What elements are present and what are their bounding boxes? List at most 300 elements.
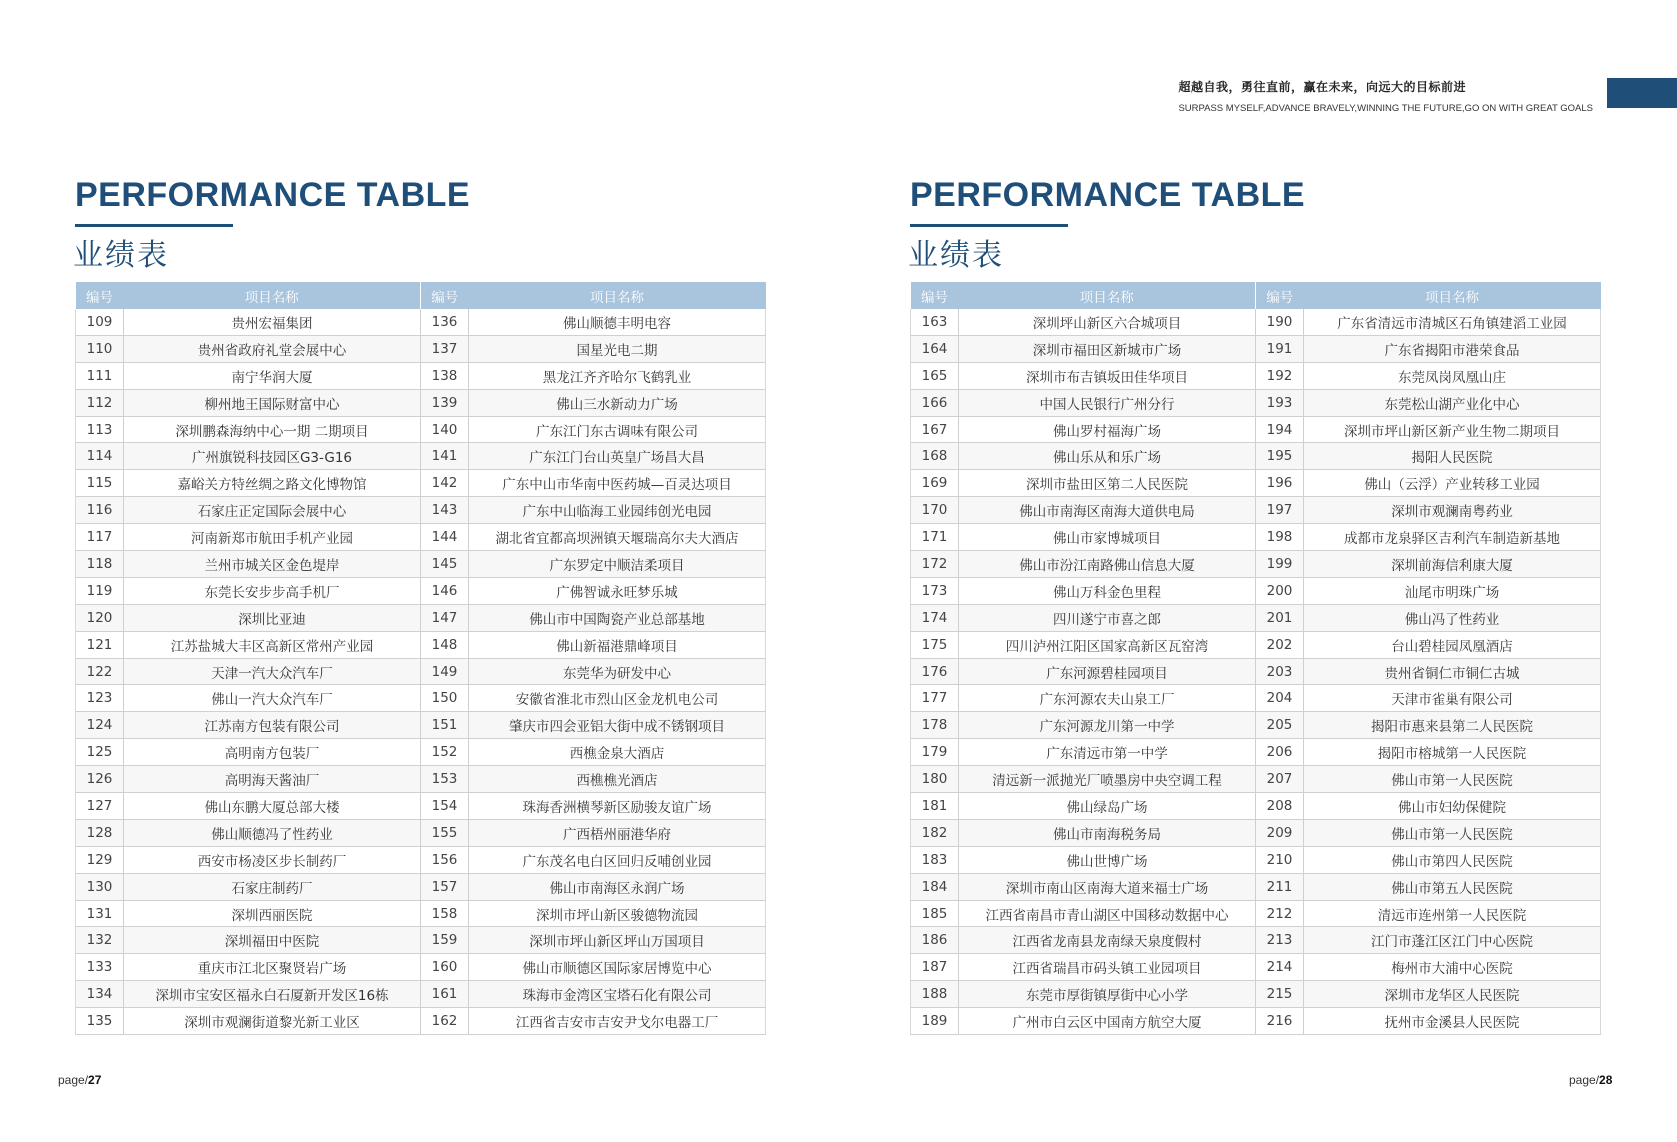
project-name: 南宁华润大厦: [124, 362, 421, 389]
project-name: 佛山顺德冯了性药业: [124, 819, 421, 846]
row-number: 136: [421, 309, 469, 335]
row-number: 142: [421, 470, 469, 497]
row-number: 145: [421, 551, 469, 578]
row-number: 210: [1256, 846, 1304, 873]
row-number: 155: [421, 819, 469, 846]
row-number: 143: [421, 497, 469, 524]
row-number: 163: [911, 309, 959, 335]
project-name: 深圳市布吉镇坂田佳华项目: [959, 362, 1256, 389]
table-row: [911, 766, 1601, 793]
row-number: 184: [911, 873, 959, 900]
table-row: [76, 685, 766, 712]
project-name: 国星光电二期: [469, 335, 766, 362]
row-number: 151: [421, 712, 469, 739]
table-row: [76, 524, 766, 551]
table-row: [911, 443, 1601, 470]
project-name: 清远市连州第一人民医院: [1304, 900, 1601, 927]
row-number: 118: [76, 551, 124, 578]
table-row: [911, 335, 1601, 362]
project-name: 梅州市大浦中心医院: [1304, 954, 1601, 981]
project-name: 广东清远市第一中学: [959, 739, 1256, 766]
row-number: 179: [911, 739, 959, 766]
table-row: [76, 309, 766, 335]
project-name: 佛山市汾江南路佛山信息大厦: [959, 551, 1256, 578]
row-number: 172: [911, 551, 959, 578]
row-number: 128: [76, 819, 124, 846]
title-en: PERFORMANCE TABLE: [75, 176, 471, 214]
row-number: 164: [911, 335, 959, 362]
project-name: 广东江门东古调味有限公司: [469, 416, 766, 443]
table-header: [76, 282, 766, 309]
table-row: [76, 551, 766, 578]
row-number: 131: [76, 900, 124, 927]
row-number: 202: [1256, 631, 1304, 658]
project-name: 广东河源农夫山泉工厂: [959, 685, 1256, 712]
project-name: 深圳市龙华区人民医院: [1304, 981, 1601, 1008]
project-name: 佛山乐从和乐广场: [959, 443, 1256, 470]
row-number: 152: [421, 739, 469, 766]
page-number-left: [58, 1073, 101, 1087]
project-name: 西安市杨凌区步长制药厂: [124, 846, 421, 873]
project-name: 佛山新福港鼎峰项目: [469, 631, 766, 658]
row-number: 190: [1256, 309, 1304, 335]
table-row: [76, 470, 766, 497]
table-row: [76, 604, 766, 631]
row-number: 119: [76, 577, 124, 604]
row-number: 171: [911, 524, 959, 551]
row-number: 189: [911, 1008, 959, 1035]
project-name: 广东中山临海工业园纬创光电园: [469, 497, 766, 524]
row-number: 203: [1256, 658, 1304, 685]
table-row: [911, 819, 1601, 846]
project-name: 安徽省淮北市烈山区金龙机电公司: [469, 685, 766, 712]
project-name: 河南新郑市航田手机产业园: [124, 524, 421, 551]
row-number: 165: [911, 362, 959, 389]
project-name: 佛山市第五人民医院: [1304, 873, 1601, 900]
row-number: 198: [1256, 524, 1304, 551]
project-name: 佛山市南海税务局: [959, 819, 1256, 846]
row-number: 199: [1256, 551, 1304, 578]
row-number: 204: [1256, 685, 1304, 712]
row-number: 173: [911, 577, 959, 604]
table-row: [911, 1008, 1601, 1035]
table-row: [76, 739, 766, 766]
table-row: [76, 793, 766, 820]
project-name: 深圳市盐田区第二人民医院: [959, 470, 1256, 497]
row-number: 140: [421, 416, 469, 443]
row-number: 166: [911, 389, 959, 416]
row-number: 161: [421, 981, 469, 1008]
table-header: [911, 282, 1601, 309]
project-name: 佛山万科金色里程: [959, 577, 1256, 604]
project-name: 广东河源龙川第一中学: [959, 712, 1256, 739]
table-row: [76, 389, 766, 416]
project-name: 江西省龙南县龙南绿天泉度假村: [959, 927, 1256, 954]
project-name: 肇庆市四会亚铝大街中成不锈钢项目: [469, 712, 766, 739]
row-number: 187: [911, 954, 959, 981]
row-number: 121: [76, 631, 124, 658]
table-row: [911, 658, 1601, 685]
project-name: 石家庄正定国际会展中心: [124, 497, 421, 524]
project-name: 江苏南方包装有限公司: [124, 712, 421, 739]
row-number: 196: [1256, 470, 1304, 497]
row-number: 181: [911, 793, 959, 820]
page-num: 27: [88, 1073, 102, 1087]
project-name: 江西省瑞昌市码头镇工业园项目: [959, 954, 1256, 981]
page-label: page/: [1569, 1073, 1600, 1087]
row-number: 144: [421, 524, 469, 551]
column-header: 编号: [76, 282, 124, 309]
performance-table: [75, 282, 766, 1035]
project-name: 深圳市坪山新区坪山万国项目: [469, 927, 766, 954]
table-row: [76, 873, 766, 900]
project-name: 佛山市顺德区国际家居博览中心: [469, 954, 766, 981]
project-name: 江西省吉安市吉安尹戈尔电器工厂: [469, 1008, 766, 1035]
row-number: 175: [911, 631, 959, 658]
table-row: [911, 362, 1601, 389]
table-row: [76, 362, 766, 389]
project-name: 高明海天酱油厂: [124, 766, 421, 793]
project-name: 珠海香洲横琴新区励骏友谊广场: [469, 793, 766, 820]
project-name: 揭阳市惠来县第二人民医院: [1304, 712, 1601, 739]
project-name: 佛山市第四人民医院: [1304, 846, 1601, 873]
row-number: 149: [421, 658, 469, 685]
row-number: 194: [1256, 416, 1304, 443]
project-name: 广佛智诚永旺梦乐城: [469, 577, 766, 604]
table-row: [911, 927, 1601, 954]
table-row: [911, 739, 1601, 766]
table-row: [911, 309, 1601, 335]
row-number: 200: [1256, 577, 1304, 604]
row-number: 209: [1256, 819, 1304, 846]
row-number: 122: [76, 658, 124, 685]
row-number: 167: [911, 416, 959, 443]
project-name: 贵州省政府礼堂会展中心: [124, 335, 421, 362]
row-number: 212: [1256, 900, 1304, 927]
table-row: [76, 819, 766, 846]
row-number: 116: [76, 497, 124, 524]
project-name: 广东罗定中顺洁柔项目: [469, 551, 766, 578]
table-row: [911, 416, 1601, 443]
page-number-right: [1569, 1073, 1612, 1087]
row-number: 201: [1256, 604, 1304, 631]
row-number: 207: [1256, 766, 1304, 793]
project-name: 广东中山市华南中医药城—百灵达项目: [469, 470, 766, 497]
row-number: 197: [1256, 497, 1304, 524]
table-row: [76, 712, 766, 739]
title-underline: [75, 224, 233, 227]
table-row: [911, 900, 1601, 927]
slogan: [1178, 78, 1593, 114]
title-underline: [910, 224, 1068, 227]
project-name: 贵州省铜仁市铜仁古城: [1304, 658, 1601, 685]
row-number: 150: [421, 685, 469, 712]
row-number: 134: [76, 981, 124, 1008]
table-row: [76, 846, 766, 873]
table-row: [76, 416, 766, 443]
table-row: [911, 470, 1601, 497]
column-header: 编号: [421, 282, 469, 309]
table-row: [911, 954, 1601, 981]
row-number: 115: [76, 470, 124, 497]
table-body: [911, 309, 1601, 1035]
project-name: 深圳市观澜街道黎光新工业区: [124, 1008, 421, 1035]
title-en: PERFORMANCE TABLE: [910, 176, 1306, 214]
row-number: 135: [76, 1008, 124, 1035]
project-name: 湖北省宜都高坝洲镇天堰瑞高尔夫大酒店: [469, 524, 766, 551]
project-name: 珠海市金湾区宝塔石化有限公司: [469, 981, 766, 1008]
project-name: 重庆市江北区聚贤岩广场: [124, 954, 421, 981]
project-name: 深圳鹏森海纳中心一期 二期项目: [124, 416, 421, 443]
row-number: 146: [421, 577, 469, 604]
project-name: 黑龙江齐齐哈尔飞鹤乳业: [469, 362, 766, 389]
project-name: 佛山市第一人民医院: [1304, 819, 1601, 846]
project-name: 广东江门台山英皇广场昌大昌: [469, 443, 766, 470]
row-number: 193: [1256, 389, 1304, 416]
project-name: 清远新一派抛光厂喷墨房中央空调工程: [959, 766, 1256, 793]
project-name: 佛山市第一人民医院: [1304, 766, 1601, 793]
table-row: [911, 604, 1601, 631]
page-label: page/: [58, 1073, 89, 1087]
project-name: 成都市龙泉驿区吉利汽车制造新基地: [1304, 524, 1601, 551]
project-name: 四川泸州江阳区国家高新区瓦窑湾: [959, 631, 1256, 658]
table-row: [911, 497, 1601, 524]
project-name: 佛山市妇幼保健院: [1304, 793, 1601, 820]
project-name: 广州市白云区中国南方航空大厦: [959, 1008, 1256, 1035]
project-name: 高明南方包装厂: [124, 739, 421, 766]
row-number: 216: [1256, 1008, 1304, 1035]
column-header: 编号: [1256, 282, 1304, 309]
project-name: 柳州地王国际财富中心: [124, 389, 421, 416]
project-name: 抚州市金溪县人民医院: [1304, 1008, 1601, 1035]
project-name: 揭阳人民医院: [1304, 443, 1601, 470]
project-name: 石家庄制药厂: [124, 873, 421, 900]
project-name: 嘉峪关方特丝绸之路文化博物馆: [124, 470, 421, 497]
title-cn: 业绩表: [73, 238, 169, 273]
row-number: 130: [76, 873, 124, 900]
column-header: 项目名称: [959, 282, 1256, 309]
row-number: 186: [911, 927, 959, 954]
project-name: 佛山顺德丰明电容: [469, 309, 766, 335]
project-name: 中国人民银行广州分行: [959, 389, 1256, 416]
row-number: 176: [911, 658, 959, 685]
row-number: 138: [421, 362, 469, 389]
project-name: 深圳市坪山新区骏德物流园: [469, 900, 766, 927]
row-number: 111: [76, 362, 124, 389]
row-number: 114: [76, 443, 124, 470]
row-number: 126: [76, 766, 124, 793]
project-name: 台山碧桂园凤凰酒店: [1304, 631, 1601, 658]
row-number: 117: [76, 524, 124, 551]
table-row: [911, 685, 1601, 712]
table-row: [76, 981, 766, 1008]
table-row: [911, 551, 1601, 578]
project-name: 深圳市南山区南海大道来福士广场: [959, 873, 1256, 900]
row-number: 182: [911, 819, 959, 846]
page-num: 28: [1599, 1073, 1613, 1087]
row-number: 112: [76, 389, 124, 416]
project-name: 东莞凤岗凤凰山庄: [1304, 362, 1601, 389]
project-name: 东莞华为研发中心: [469, 658, 766, 685]
project-name: 广东省清远市清城区石角镇建滔工业园: [1304, 309, 1601, 335]
table-row: [911, 631, 1601, 658]
project-name: 东莞长安步步高手机厂: [124, 577, 421, 604]
row-number: 188: [911, 981, 959, 1008]
project-name: 深圳坪山新区六合城项目: [959, 309, 1256, 335]
project-name: 四川遂宁市喜之郎: [959, 604, 1256, 631]
project-name: 兰州市城关区金色堤岸: [124, 551, 421, 578]
project-name: 佛山市家博城项目: [959, 524, 1256, 551]
project-name: 西樵樵光酒店: [469, 766, 766, 793]
table-row: [76, 497, 766, 524]
project-name: 佛山冯了性药业: [1304, 604, 1601, 631]
project-name: 佛山市南海区永润广场: [469, 873, 766, 900]
row-number: 168: [911, 443, 959, 470]
project-name: 广东河源碧桂园项目: [959, 658, 1256, 685]
table-row: [911, 712, 1601, 739]
project-name: 揭阳市榕城第一人民医院: [1304, 739, 1601, 766]
row-number: 139: [421, 389, 469, 416]
project-name: 佛山（云浮）产业转移工业园: [1304, 470, 1601, 497]
table-row: [76, 658, 766, 685]
project-name: 贵州宏福集团: [124, 309, 421, 335]
row-number: 123: [76, 685, 124, 712]
row-number: 191: [1256, 335, 1304, 362]
row-number: 183: [911, 846, 959, 873]
table-row: [76, 927, 766, 954]
column-header: 项目名称: [1304, 282, 1601, 309]
project-name: 深圳市坪山新区新产业生物二期项目: [1304, 416, 1601, 443]
row-number: 169: [911, 470, 959, 497]
row-number: 132: [76, 927, 124, 954]
row-number: 120: [76, 604, 124, 631]
row-number: 127: [76, 793, 124, 820]
project-name: 广东省揭阳市港荣食品: [1304, 335, 1601, 362]
project-name: 深圳前海信利康大厦: [1304, 551, 1601, 578]
project-name: 西樵金泉大酒店: [469, 739, 766, 766]
row-number: 160: [421, 954, 469, 981]
row-number: 180: [911, 766, 959, 793]
row-number: 162: [421, 1008, 469, 1035]
corner-accent-block: [1607, 78, 1677, 108]
row-number: 156: [421, 846, 469, 873]
row-number: 154: [421, 793, 469, 820]
project-name: 深圳西丽医院: [124, 900, 421, 927]
row-number: 192: [1256, 362, 1304, 389]
row-number: 208: [1256, 793, 1304, 820]
row-number: 158: [421, 900, 469, 927]
table-row: [76, 631, 766, 658]
row-number: 170: [911, 497, 959, 524]
row-number: 195: [1256, 443, 1304, 470]
project-name: 广西梧州丽港华府: [469, 819, 766, 846]
project-name: 佛山世博广场: [959, 846, 1256, 873]
project-name: 深圳比亚迪: [124, 604, 421, 631]
table-row: [911, 846, 1601, 873]
row-number: 137: [421, 335, 469, 362]
project-name: 深圳福田中医院: [124, 927, 421, 954]
table-row: [911, 793, 1601, 820]
row-number: 147: [421, 604, 469, 631]
project-name: 江西省南昌市青山湖区中国移动数据中心: [959, 900, 1256, 927]
row-number: 215: [1256, 981, 1304, 1008]
row-number: 141: [421, 443, 469, 470]
row-number: 177: [911, 685, 959, 712]
table-row: [76, 1008, 766, 1035]
slogan-cn: 超越自我，勇往直前，赢在未来，向远大的目标前进: [1178, 80, 1466, 94]
project-name: 佛山绿岛广场: [959, 793, 1256, 820]
project-name: 江苏盐城大丰区高新区常州产业园: [124, 631, 421, 658]
row-number: 214: [1256, 954, 1304, 981]
project-name: 广州旗锐科技园区G3-G16: [124, 443, 421, 470]
row-number: 159: [421, 927, 469, 954]
row-number: 174: [911, 604, 959, 631]
project-name: 佛山罗村福海广场: [959, 416, 1256, 443]
table-row: [911, 389, 1601, 416]
table-row: [911, 577, 1601, 604]
table-row: [911, 873, 1601, 900]
column-header: 项目名称: [124, 282, 421, 309]
project-name: 汕尾市明珠广场: [1304, 577, 1601, 604]
row-number: 178: [911, 712, 959, 739]
table-row: [76, 766, 766, 793]
table-row: [76, 954, 766, 981]
row-number: 109: [76, 309, 124, 335]
project-name: 东莞松山湖产业化中心: [1304, 389, 1601, 416]
project-name: 广东茂名电白区回归反哺创业园: [469, 846, 766, 873]
column-header: 编号: [911, 282, 959, 309]
project-name: 佛山一汽大众汽车厂: [124, 685, 421, 712]
row-number: 185: [911, 900, 959, 927]
project-name: 深圳市福田区新城市广场: [959, 335, 1256, 362]
project-name: 佛山三水新动力广场: [469, 389, 766, 416]
project-name: 深圳市宝安区福永白石厦新开发区16栋: [124, 981, 421, 1008]
row-number: 125: [76, 739, 124, 766]
project-name: 佛山市南海区南海大道供电局: [959, 497, 1256, 524]
row-number: 206: [1256, 739, 1304, 766]
project-name: 天津市雀巢有限公司: [1304, 685, 1601, 712]
slogan-en: SURPASS MYSELF,ADVANCE BRAVELY,WINNING THE FUTURE,GO ON WITH GREAT GOALS: [1178, 103, 1593, 114]
row-number: 205: [1256, 712, 1304, 739]
table-row: [76, 443, 766, 470]
table-body: [76, 309, 766, 1035]
table-row: [911, 524, 1601, 551]
row-number: 110: [76, 335, 124, 362]
row-number: 211: [1256, 873, 1304, 900]
performance-table: [910, 282, 1601, 1035]
row-number: 124: [76, 712, 124, 739]
project-name: 佛山东鹏大厦总部大楼: [124, 793, 421, 820]
row-number: 133: [76, 954, 124, 981]
project-name: 佛山市中国陶瓷产业总部基地: [469, 604, 766, 631]
project-name: 东莞市厚街镇厚街中心小学: [959, 981, 1256, 1008]
table-row: [76, 577, 766, 604]
row-number: 157: [421, 873, 469, 900]
table-row: [76, 900, 766, 927]
title-cn: 业绩表: [908, 238, 1004, 273]
project-name: 深圳市观澜南粤药业: [1304, 497, 1601, 524]
row-number: 129: [76, 846, 124, 873]
project-name: 天津一汽大众汽车厂: [124, 658, 421, 685]
table-row: [911, 981, 1601, 1008]
table-row: [76, 335, 766, 362]
column-header: 项目名称: [469, 282, 766, 309]
row-number: 153: [421, 766, 469, 793]
row-number: 148: [421, 631, 469, 658]
project-name: 江门市蓬江区江门中心医院: [1304, 927, 1601, 954]
row-number: 113: [76, 416, 124, 443]
row-number: 213: [1256, 927, 1304, 954]
